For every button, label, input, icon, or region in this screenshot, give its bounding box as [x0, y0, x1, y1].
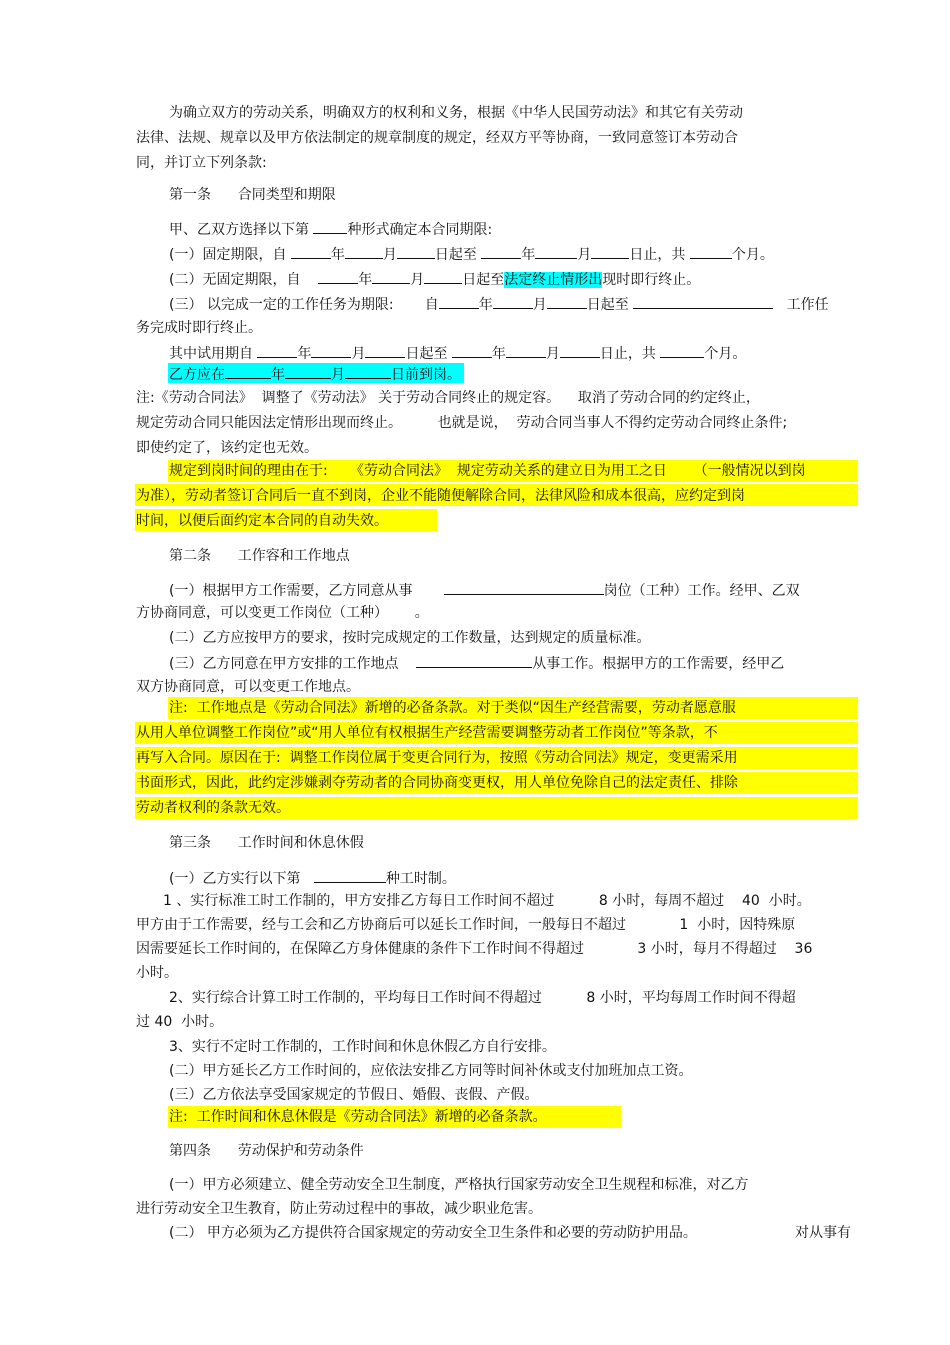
work-location-line-2: 双方协商同意，可以变更工作地点。	[136, 679, 360, 695]
open-term-line: (二）无固定期限，自 年 月 日起至法定终止情形出现时即行终止。	[169, 268, 700, 290]
cyan-highlight-statutory: 法定终止情形出	[504, 272, 603, 288]
safety-system-line-2: 进行劳动安全卫生教育，防止劳动过程中的事故，减少职业危害。	[136, 1201, 542, 1217]
location-note-line-5: 劳动者权利的条款无效。	[136, 800, 290, 816]
report-reason-line-2: 为准），劳动者签订合同后一直不到岗，企业不能随便解除合同，法律风险和成本很高，应约定到岗	[136, 488, 745, 504]
standard-hours-line-3: 因需要延长工作时间的，在保障乙方身体健康的条件下工作时间不得超过 3 小时，每月不得超过 36	[136, 941, 813, 957]
location-note-line-1: 注: 工作地点是《劳动合同法》新增的必备条款。对于类似“因生产经营需要，劳动者愿意服	[169, 700, 736, 716]
location-note-line-4: 书面形式，因此，此约定涉嫌剥夺劳动者的合同协商变更权，用人单位免除自己的法定责任、排除	[136, 775, 738, 791]
job-post-line: (一）根据甲方工作需要，乙方同意从事 岗位（工种）工作。经甲、乙双	[169, 579, 800, 601]
task-term-line-2: 务完成时即行终止。	[136, 320, 262, 336]
article-3-title: 第三条 工作时间和休息休假	[169, 835, 364, 851]
article-4-title: 第四条 劳动保护和劳动条件	[169, 1143, 364, 1159]
article-2-title: 第二条 工作容和工作地点	[169, 548, 350, 564]
intro-line-1: 为确立双方的劳动关系，明确双方的权利和义务，根据《中华人民国劳动法》和其它有关劳动	[169, 105, 743, 121]
fixed-term-line: (一）固定期限，自 年 月 日起至 年 月 日止，共 个月。	[169, 243, 774, 265]
note-termination-line-2: 规定劳动合同只能因法定情形出现而终止。 也就是说， 劳动合同当事人不得约定劳动合同终止条件;	[136, 415, 788, 431]
comprehensive-hours-line-1: 2、实行综合计算工时工作制的，平均每日工作时间不得超过 8 小时，平均每周工作时间不得超	[169, 990, 796, 1006]
note-termination-line-1: 注:《劳动合同法》 调整了《劳动法》 关于劳动合同终止的规定容。 取消了劳动合同的约定终止，	[136, 390, 760, 406]
flexible-hours-line: 3、实行不定时工作制的，工作时间和休息休假乙方自行安排。	[169, 1039, 556, 1055]
report-date-line: 乙方应在 年 月 日前到岗。	[169, 363, 461, 385]
contract-type-choice: 甲、乙双方选择以下第 种形式确定本合同期限:	[169, 218, 492, 240]
note-termination-line-3: 即使约定了，该约定也无效。	[136, 440, 318, 456]
safety-system-line-1: (一）甲方必须建立、健全劳动安全卫生制度，严格执行国家劳动安全卫生规程和标准，对乙方	[169, 1177, 749, 1193]
protective-equipment-line: (二） 甲方必须为乙方提供符合国家规定的劳动安全卫生条件和必要的劳动防护用品。	[169, 1225, 697, 1241]
standard-hours-line-4: 小时。	[136, 965, 178, 981]
intro-line-2: 法律、法规、规章以及甲方依法制定的规章制度的规定，经双方平等协商，一致同意签订本劳动合	[136, 130, 738, 146]
protective-equipment-continuation: 对从事有	[795, 1225, 851, 1241]
holidays-line: (三）乙方依法享受国家规定的节假日、婚假、丧假、产假。	[169, 1087, 539, 1103]
report-reason-line-1: 规定到岗时间的理由在于: 《劳动合同法》 规定劳动关系的建立日为用工之日 （一般情况以到岗	[169, 463, 806, 479]
report-reason-line-3: 时间，以便后面约定本合同的自动失效。	[136, 513, 388, 529]
hours-note-line: 注: 工作时间和休息休假是《劳动合同法》新增的必备条款。	[169, 1109, 547, 1125]
intro-line-3: 同，并订立下列条款:	[136, 155, 267, 171]
location-note-line-3: 再写入合同。原因在于: 调整工作岗位属于变更合同行为，按照《劳动合同法》规定，变更需采用	[136, 750, 738, 766]
standard-hours-line-2: 甲方由于工作需要，经与工会和乙方协商后可以延长工作时间，一般每日不超过 1 小时，因特殊原	[136, 917, 796, 933]
work-location-line: (三）乙方同意在甲方安排的工作地点 从事工作。根据甲方的工作需要，经甲乙	[169, 652, 784, 674]
task-term-line: (三） 以完成一定的工作任务为期限: 自 年 月 日起至 工作任	[169, 293, 829, 315]
overtime-line: (二）甲方延长乙方工作时间的，应依法安排乙方同等时间补休或支付加班加点工资。	[169, 1063, 693, 1079]
comprehensive-hours-line-2: 过 40 小时。	[136, 1014, 224, 1030]
trial-period-line: 其中试用期自 年 月 日起至 年 月 日止，共 个月。	[169, 342, 746, 364]
hours-system-line: (一）乙方实行以下第 种工时制。	[169, 867, 456, 889]
job-post-line-2: 方协商同意，可以变更工作岗位（工种） 。	[136, 605, 429, 621]
location-note-line-2: 从用人单位调整工作岗位”或“用人单位有权根据生产经营需要调整劳动者工作岗位”等条款，不	[136, 725, 718, 741]
work-standard-line: (二）乙方应按甲方的要求，按时完成规定的工作数量，达到规定的质量标准。	[169, 630, 651, 646]
article-1-title: 第一条 合同类型和期限	[169, 187, 336, 203]
standard-hours-line-1: 1 、实行标准工时工作制的，甲方安排乙方每日工作时间不超过 8 小时，每周不超过 40 小时。	[163, 893, 811, 909]
